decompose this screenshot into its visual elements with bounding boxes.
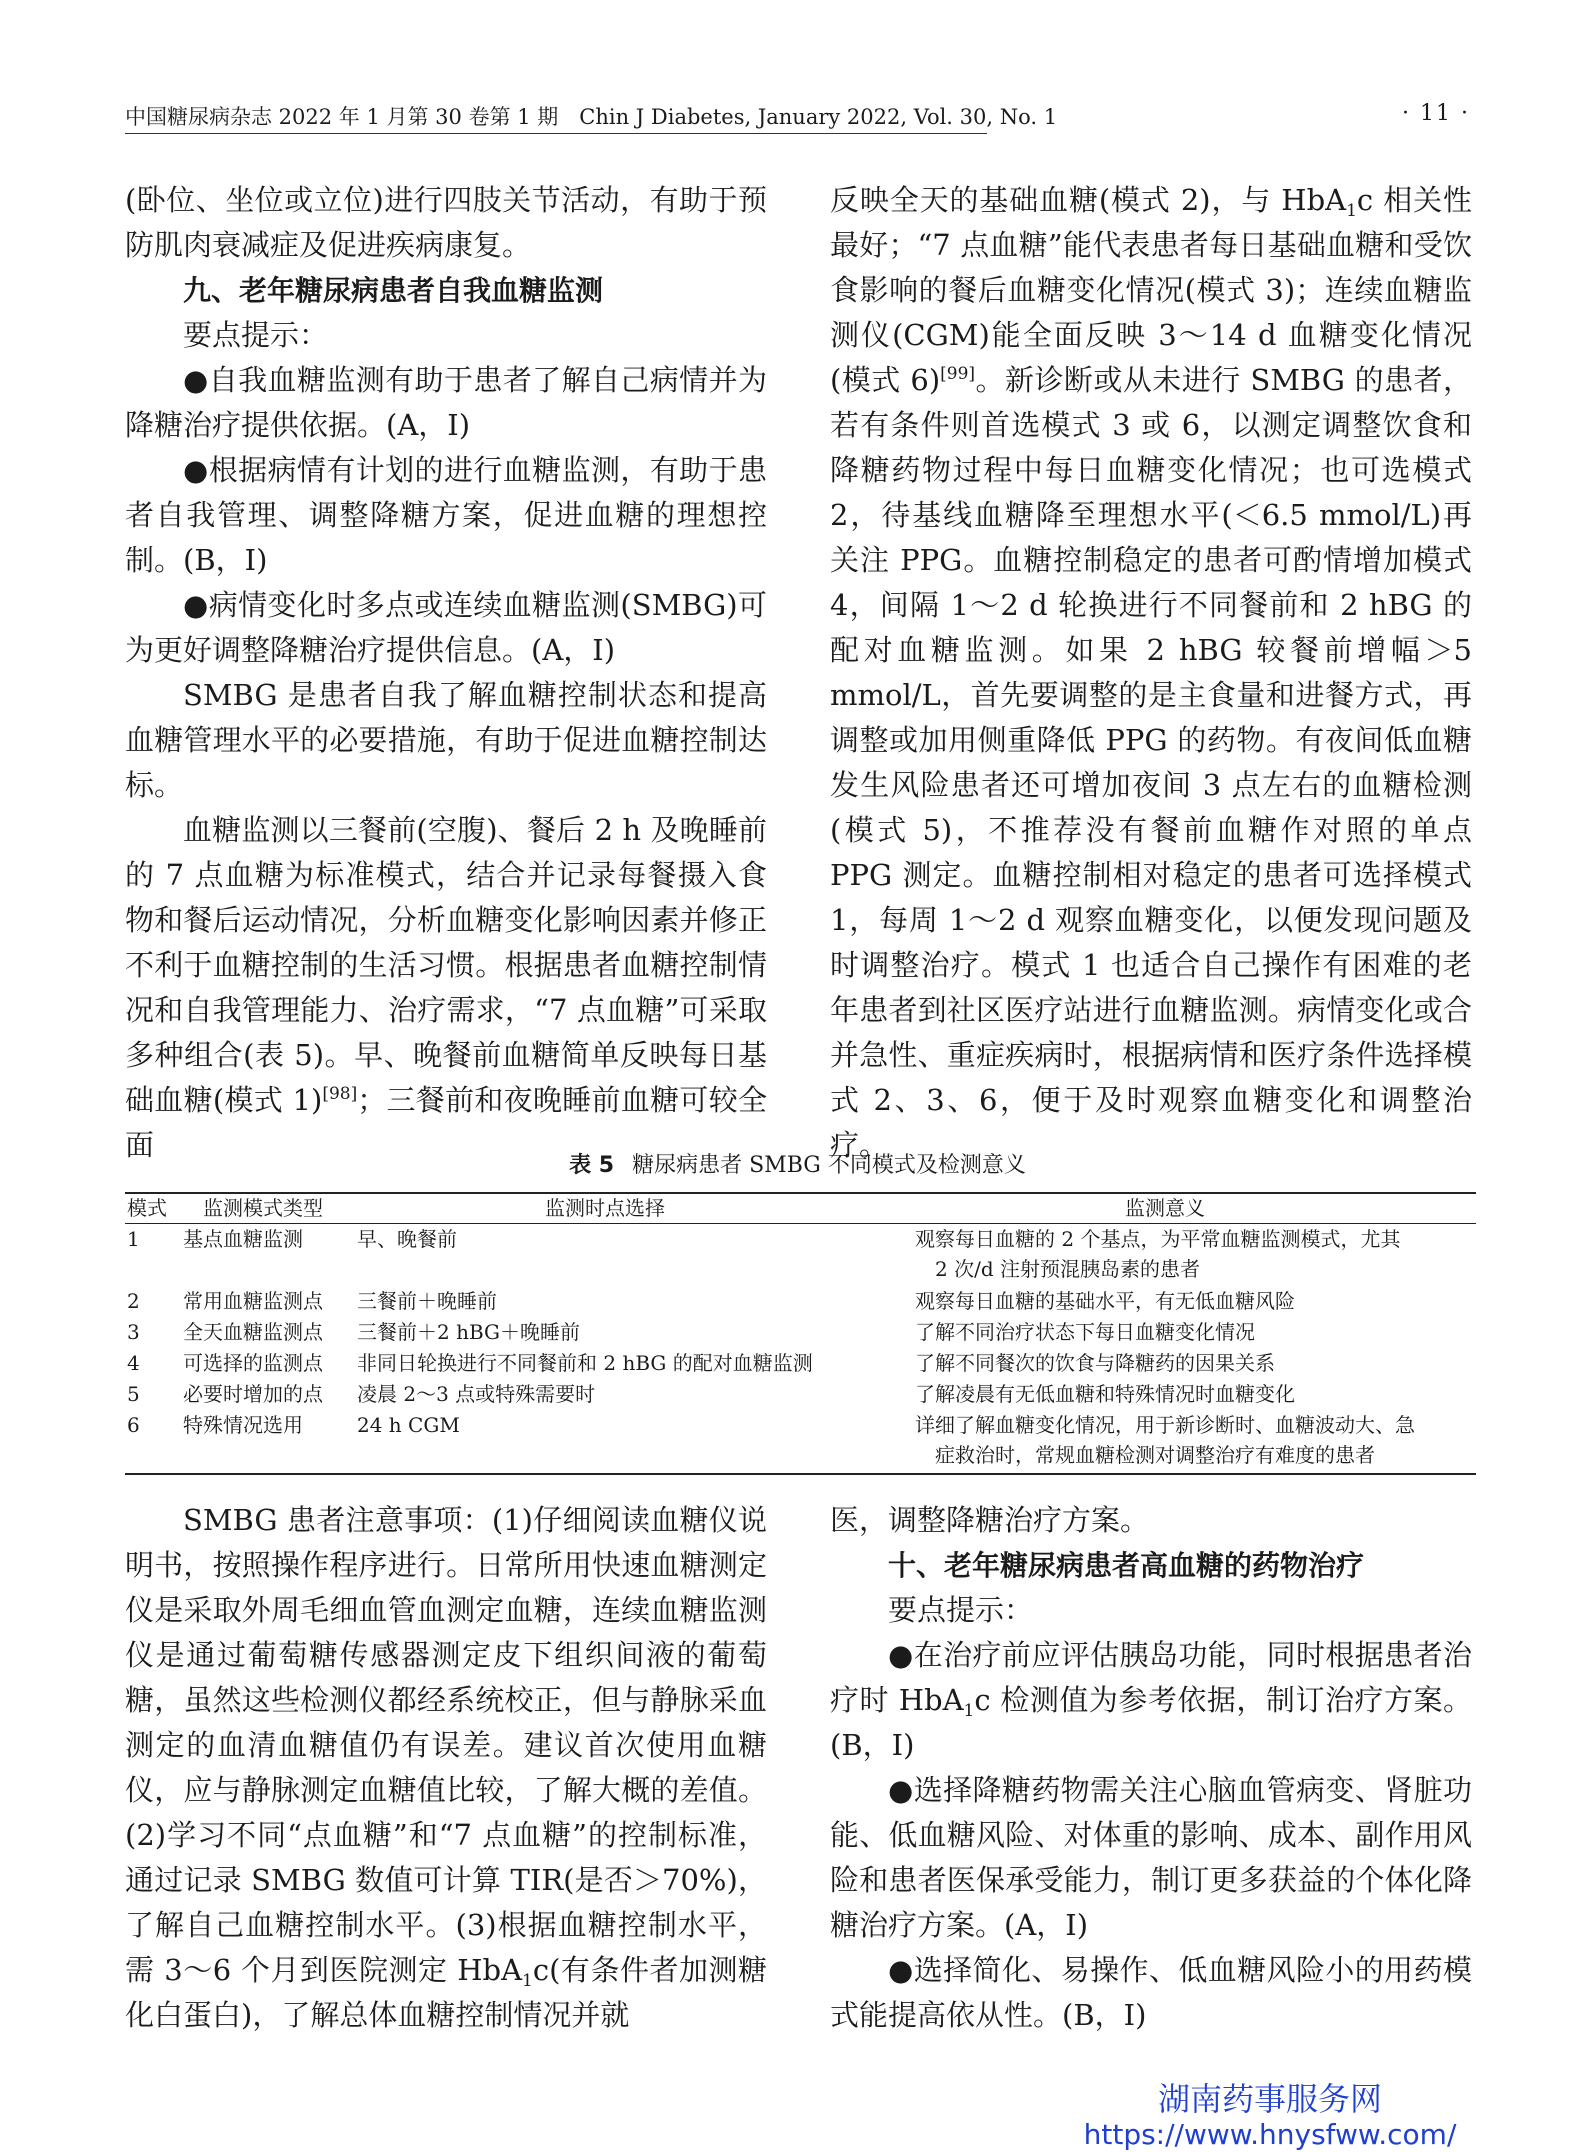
- table-cell: 三餐前＋晚睡前: [357, 1289, 497, 1313]
- paragraph-text: 。新诊断或从未进行 SMBG 的患者，若有条件则首选模式 3 或 6，以测定调整饮食和降糖药物过程中每日血糖变化情况；也可选模式 2，待基线血糖降至理想水平(＜6.5 mmol/L)再关注 PPG。血糖控制稳定的患者可酌情增加模式 4，间隔 1～2 d 轮换进行不同餐前和 2 hBG 的配对血糖监测。如果 2 hBG 较餐前增幅＞5 mmol/L，首先要调整的是主食量和进餐方式，再调整或加用侧重降低 PPG 的药物。有夜间低血糖发生风险患者还可增加夜间 3 点左右的血糖检测(模式 5)，不推荐没有餐前血糖作对照的单点 PPG 测定。血糖控制相对稳定的患者可选择模式 1，每周 1～2 d 观察血糖变化，以便发现问题及时调整治疗。模式 1 也适合自己操作有困难的老年患者到社区医疗站进行血糖监测。病情变化或合并急性、重症疾病时，根据病情和医疗条件选择模式 2、3、6，便于及时观察血糖变化和调整治疗。: [830, 363, 1472, 1162]
- table-cell: 24 h CGM: [357, 1413, 460, 1437]
- left-column-bottom: [125, 1498, 767, 2038]
- table-cell: 3: [127, 1320, 140, 1344]
- table-cell: 常用血糖监测点: [183, 1289, 323, 1313]
- table-bottom-rule: [125, 1473, 1476, 1475]
- paragraph-text: 反映全天的基础血糖(模式 2)，与 HbA: [830, 183, 1347, 217]
- table-cell: 症救治时，常规血糖检测对调整治疗有难度的患者: [935, 1443, 1375, 1467]
- table-cell: 可选择的监测点: [183, 1351, 323, 1375]
- keypoints-label: 要点提示：: [888, 1593, 1034, 1627]
- table-top-rule: [125, 1192, 1476, 1194]
- paragraph: [830, 178, 1472, 1168]
- table-cell: 详细了解血糖变化情况，用于新诊断时、血糖波动大、急: [915, 1413, 1415, 1437]
- keypoints-label: 要点提示：: [183, 318, 329, 352]
- citation-ref: [98]: [322, 1084, 358, 1104]
- table-cell: 了解不同治疗状态下每日血糖变化情况: [915, 1320, 1255, 1344]
- table-cell: 6: [127, 1413, 140, 1437]
- table-cell: 了解不同餐次的饮食与降糖药的因果关系: [915, 1351, 1275, 1375]
- paragraph-text: c(有条件者加测糖化白蛋白)，了解总体血糖控制情况并就: [125, 1953, 768, 2032]
- section-heading-9: 九、老年糖尿病患者自我血糖监测: [183, 274, 604, 307]
- table-cell: 2: [127, 1289, 140, 1313]
- table-cell: 非同日轮换进行不同餐前和 2 hBG 的配对血糖监测: [357, 1351, 813, 1375]
- watermark-site-name: 湖南药事服务网: [1157, 2080, 1382, 2118]
- table-cell: 观察每日血糖的 2 个基点，为平常血糖监测模式，尤其: [915, 1227, 1401, 1251]
- table-cell: 观察每日血糖的基础水平，有无低血糖风险: [915, 1289, 1295, 1313]
- table-cell: 三餐前＋2 hBG＋晚睡前: [357, 1320, 581, 1344]
- subscript: 1: [1346, 201, 1357, 221]
- paragraph: (卧位、坐位或立位)进行四肢关节活动，有助于预防肌肉衰减症及促进疾病康复。: [125, 183, 767, 262]
- subscript: 1: [963, 1701, 975, 1721]
- table-cell: 全天血糖监测点: [183, 1320, 323, 1344]
- table-cell: 必要时增加的点: [183, 1382, 323, 1406]
- table-header-significance: 监测意义: [1125, 1196, 1205, 1220]
- site-watermark: [1060, 2080, 1480, 2152]
- table-cell: 特殊情况选用: [183, 1413, 303, 1437]
- table-cell: 了解凌晨有无低血糖和特殊情况时血糖变化: [915, 1382, 1295, 1406]
- keypoint-3: ●病情变化时多点或连续血糖监测(SMBG)可为更好调整降糖治疗提供信息。(A，Ⅰ): [125, 588, 767, 667]
- subscript: 1: [522, 1971, 533, 1991]
- keypoint-2: ●根据病情有计划的进行血糖监测，有助于患者自我管理、调整降糖方案，促进血糖的理想控制。(B，Ⅰ): [125, 453, 767, 577]
- paragraph-text: ；三餐前和夜晚睡前血糖可较全面: [125, 1083, 767, 1162]
- table-cell: 4: [127, 1351, 140, 1375]
- header-rule: [125, 133, 987, 134]
- citation-ref: [99]: [940, 364, 976, 384]
- table-cell: 5: [127, 1382, 140, 1406]
- table-label: 表 5: [569, 1153, 615, 1178]
- table-cell: 基点血糖监测: [183, 1227, 303, 1251]
- keypoint-1: ●自我血糖监测有助于患者了解自己病情并为降糖治疗提供依据。(A，Ⅰ): [125, 363, 767, 442]
- right-column-bottom: [830, 1498, 1472, 2038]
- journal-citation: 中国糖尿病杂志 2022 年 1 月第 30 卷第 1 期 Chin J Diabetes, January 2022, Vol. 30, No. 1: [125, 105, 1058, 129]
- paragraph: [125, 1498, 767, 2038]
- table-header-timepoints: 监测时点选择: [545, 1196, 665, 1220]
- table-title: 糖尿病患者 SMBG 不同模式及检测意义: [632, 1153, 1026, 1178]
- paragraph-text: SMBG 患者注意事项：(1)仔细阅读血糖仪说明书，按照操作程序进行。日常所用快速血糖测定仪是采取外周毛细血管血测定血糖，连续血糖监测仪是通过葡萄糖传感器测定皮下组织间液的葡萄糖，虽然这些检测仪都经系统校正，但与静脉采血测定的血清血糖值仍有误差。建议首次使用血糖仪，应与静脉测定血糖值比较，了解大概的差值。(2)学习不同“点血糖”和“7 点血糖”的控制标准，通过记录 SMBG 数值可计算 TIR(是否＞70%)，了解自己血糖控制水平。(3)根据血糖控制水平，需 3～6 个月到医院测定 HbA: [125, 1503, 767, 1987]
- keypoint-3: ●选择简化、易操作、低血糖风险小的用药模式能提高依从性。(B，Ⅰ): [830, 1953, 1472, 2032]
- table-cell: 早、晚餐前: [357, 1227, 457, 1251]
- table-cell: 1: [127, 1227, 140, 1251]
- paragraph-text: c 相关性最好；“7 点血糖”能代表患者每日基础血糖和受饮食影响的餐后血糖变化情况(模式 3)；连续血糖监测仪(CGM)能全面反映 3～14 d 血糖变化情况(模式 6): [830, 183, 1472, 397]
- table-header-mode: 模式: [127, 1196, 167, 1220]
- page-number: · 11 ·: [1402, 101, 1470, 126]
- section-heading-10: 十、老年糖尿病患者高血糖的药物治疗: [888, 1549, 1365, 1582]
- paragraph: SMBG 是患者自我了解血糖控制状态和提高血糖管理水平的必要措施，有助于促进血糖控制达标。: [125, 678, 767, 802]
- paragraph-text: 血糖监测以三餐前(空腹)、餐后 2 h 及晚睡前的 7 点血糖为标准模式，结合并记录每餐摄入食物和餐后运动情况，分析血糖变化影响因素并修正不利于血糖控制的生活习惯。根据患者血糖控制情况和自我管理能力、治疗需求，“7 点血糖”可采取多种组合(表 5)。早、晚餐前血糖简单反映每日基础血糖(模式 1): [125, 813, 767, 1117]
- running-header: [125, 101, 1470, 135]
- watermark-url[interactable]: https://www.hnysfww.com/: [1083, 2118, 1457, 2151]
- keypoint-2: ●选择降糖药物需关注心脑血管病变、肾脏功能、低血糖风险、对体重的影响、成本、副作用风险和患者医保承受能力，制订更多获益的个体化降糖治疗方案。(A，Ⅰ): [830, 1773, 1472, 1942]
- table-caption: [125, 1148, 1470, 1179]
- table-header-type: 监测模式类型: [203, 1196, 323, 1220]
- keypoint-text: c 检测值为参考依据，制订治疗方案。(B，Ⅰ): [830, 1683, 1472, 1762]
- table-cell: 凌晨 2～3 点或特殊需要时: [357, 1382, 596, 1406]
- paragraph: [125, 808, 767, 1168]
- right-column-top: [830, 178, 1472, 1168]
- table-cell: 2 次/d 注射预混胰岛素的患者: [935, 1257, 1200, 1281]
- left-column-top: [125, 178, 767, 1168]
- paragraph: 医，调整降糖治疗方案。: [830, 1503, 1150, 1537]
- keypoint-1: [830, 1633, 1472, 1768]
- keypoint-text: ●在治疗前应评估胰岛功能，同时根据患者治疗时 HbA: [830, 1638, 1472, 1717]
